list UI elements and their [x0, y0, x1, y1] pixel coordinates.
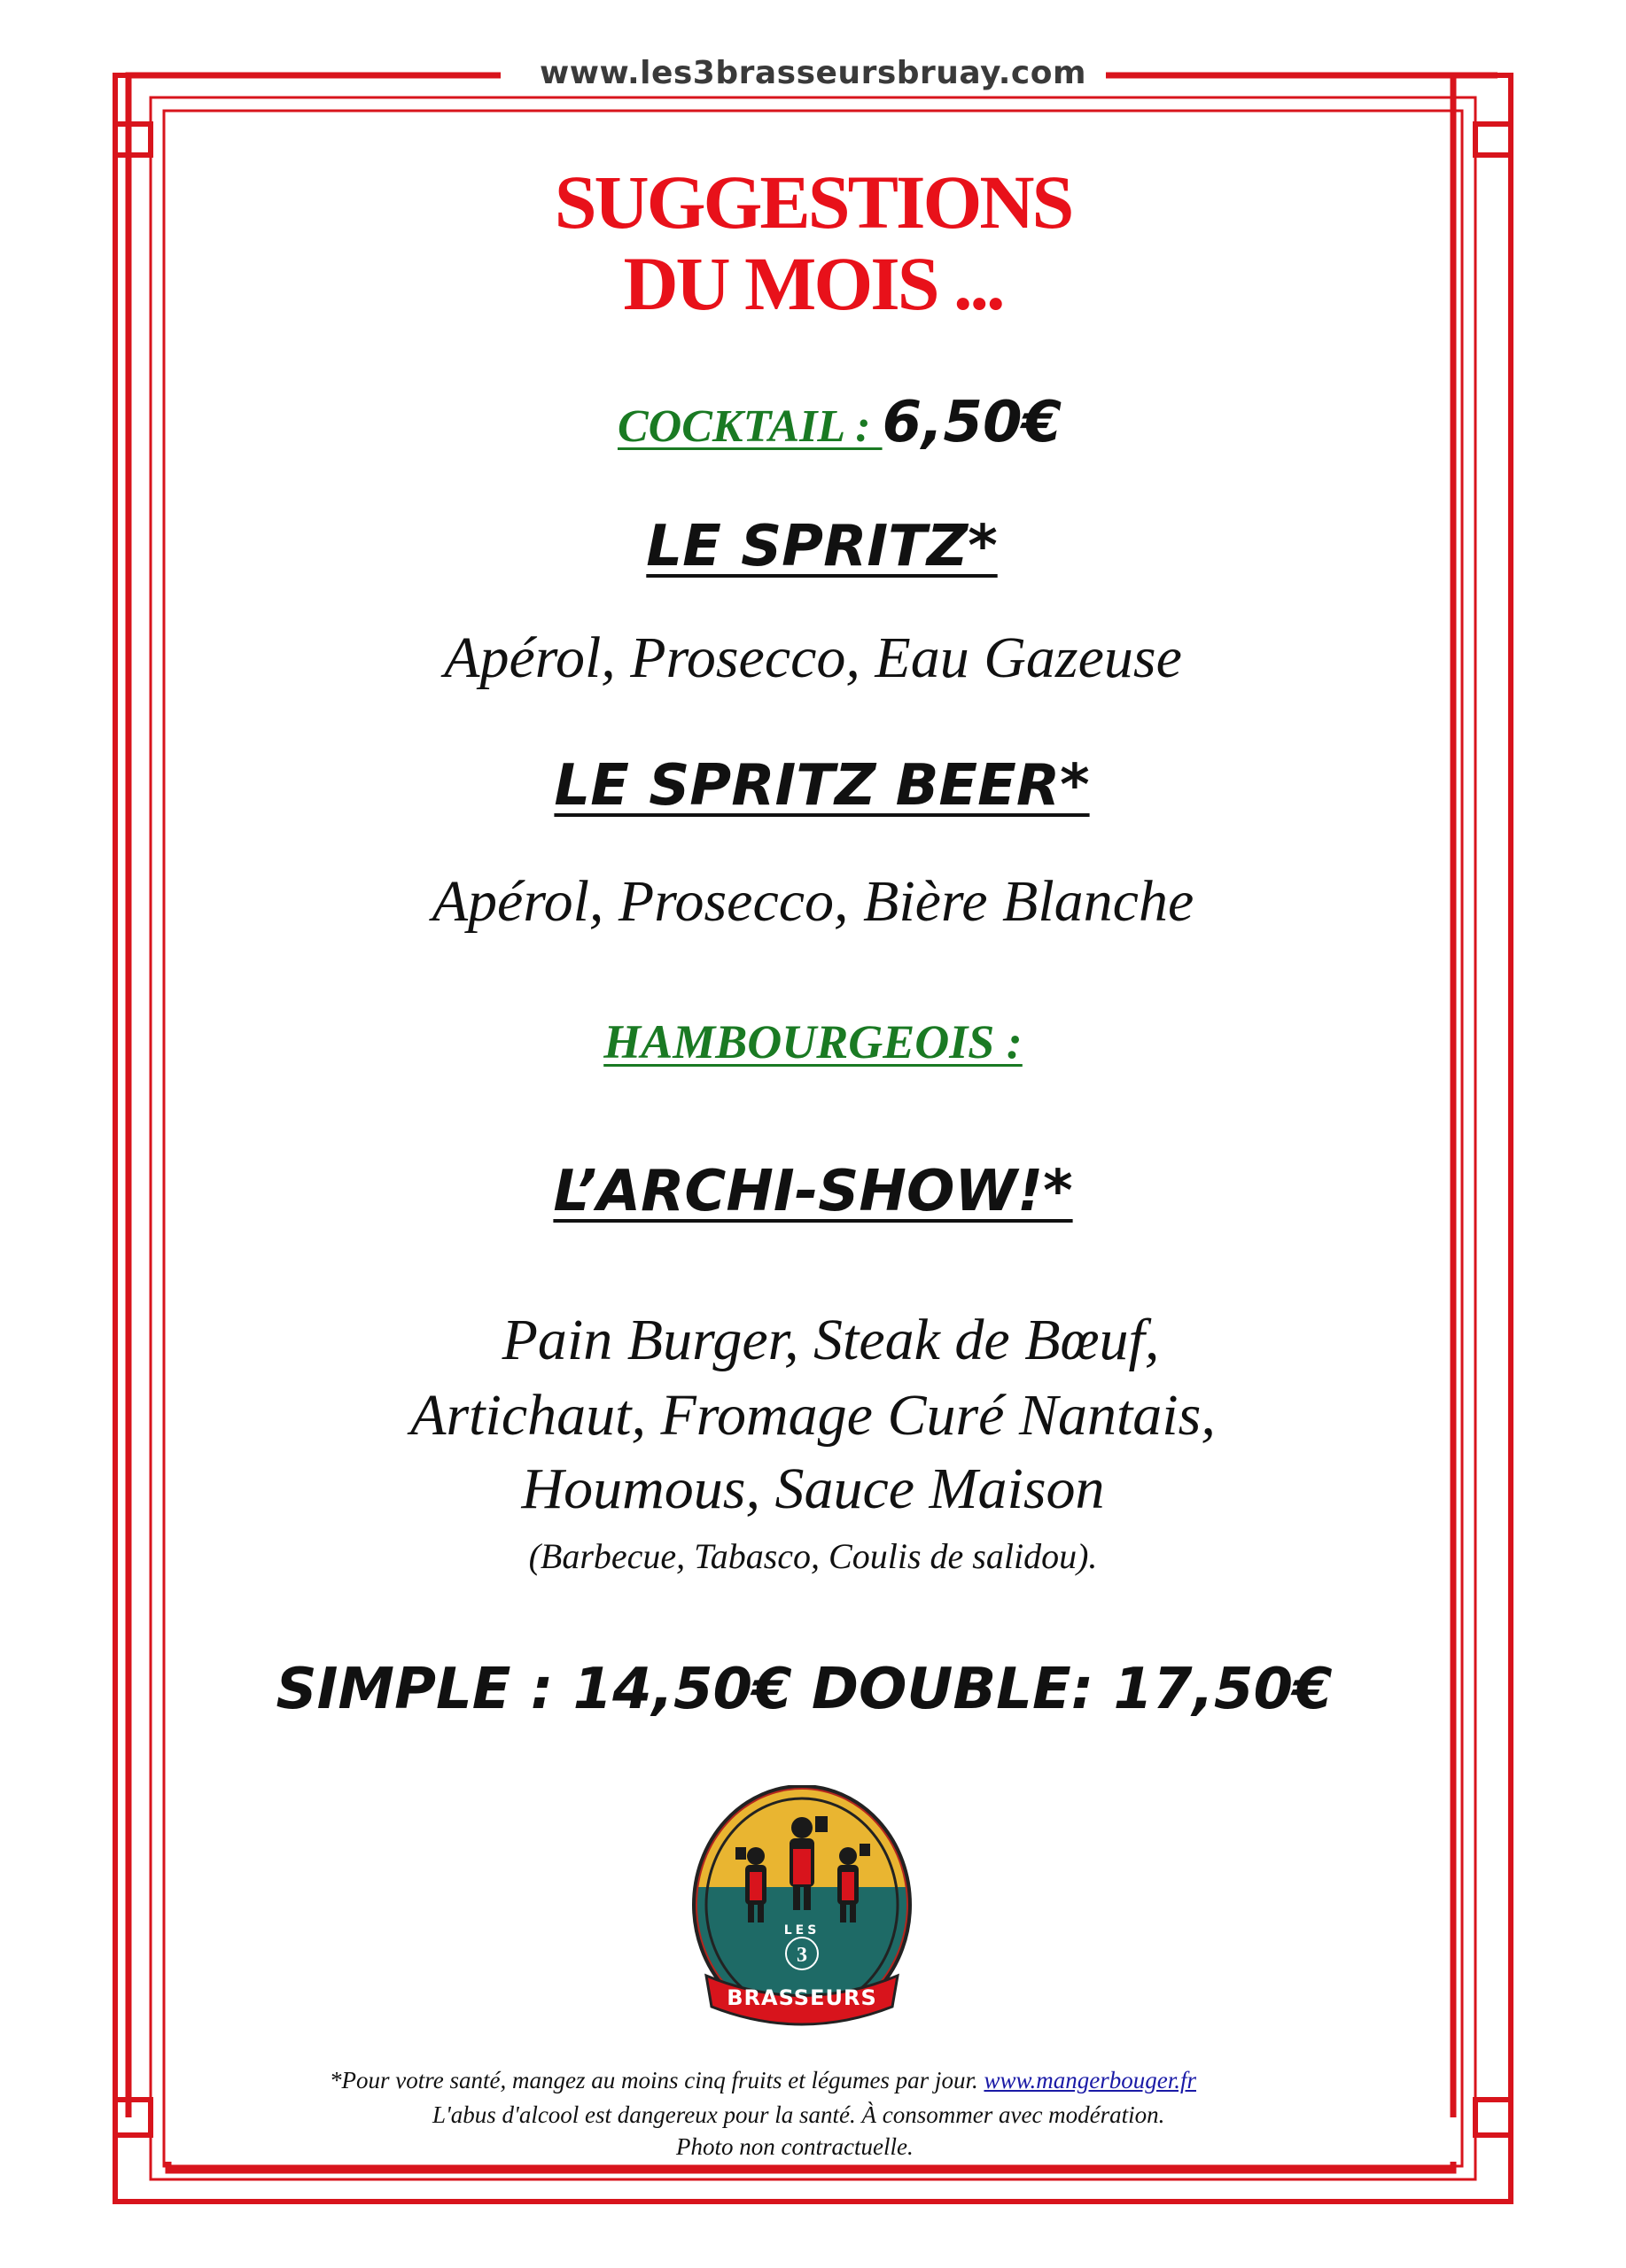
item-description-spritz-beer: Apérol, Prosecco, Bière Blanche	[432, 869, 1194, 934]
footer-photo-notice: Photo non contractuelle.	[676, 2133, 914, 2160]
item-description-spritz: Apérol, Prosecco, Eau Gazeuse	[444, 625, 1182, 690]
item-name-spritz-beer: LE SPRITZ BEER*	[554, 753, 1090, 819]
cocktail-label: COCKTAIL :	[617, 401, 883, 452]
title-line-2: DU MOIS ...	[623, 241, 1003, 326]
footer-health-notice	[330, 2067, 1196, 2094]
burger-prices: SIMPLE : 14,50€ DOUBLE: 17,50€	[276, 1657, 1333, 1722]
mangerbouger-link[interactable]: www.mangerbouger.fr	[984, 2067, 1196, 2093]
burger-description-line-3: Houmous, Sauce Maison	[521, 1456, 1105, 1521]
item-name-spritz: LE SPRITZ*	[646, 514, 998, 579]
logo-top-text: LES	[783, 1923, 821, 1938]
title-line-1: SUGGESTIONS	[554, 159, 1072, 245]
cocktail-price: 6,50€	[882, 390, 1062, 455]
three-brewers-logo	[687, 1785, 917, 2051]
logo-number: 3	[797, 1944, 807, 1967]
footer-health-text: *Pour votre santé, mangez au moins cinq fruits et légumes par jour.	[330, 2067, 984, 2093]
burger-sauces: (Barbecue, Tabasco, Coulis de salidou).	[528, 1536, 1098, 1576]
burger-section-heading: HAMBOURGEOIS :	[603, 1015, 1023, 1068]
logo-banner-text: BRASSEURS	[727, 1985, 877, 2010]
footer-alcohol-notice: L'abus d'alcool est dangereux pour la santé. À consommer avec modération.	[432, 2101, 1165, 2128]
burger-description-line-1: Pain Burger, Steak de Bœuf,	[502, 1308, 1160, 1372]
item-name-archi-show: L’ARCHI-SHOW!*	[553, 1159, 1073, 1224]
website-text: www.les3brasseursbruay.com	[520, 55, 1106, 91]
website-url	[0, 55, 1626, 91]
cocktail-heading	[0, 390, 1626, 455]
burger-description-line-2: Artichaut, Fromage Curé Nantais,	[410, 1383, 1216, 1448]
